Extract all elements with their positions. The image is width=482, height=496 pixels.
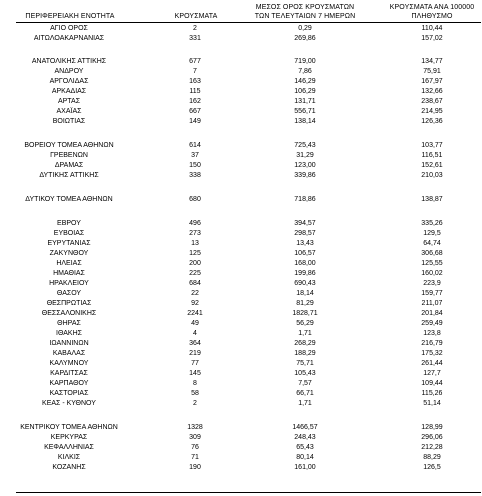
table-row — [0, 444, 482, 452]
cell-cases: 684 — [189, 280, 201, 287]
cell-region: ΕΥΒΟΙΑΣ — [53, 230, 85, 237]
cell-per-100k: 126,36 — [421, 118, 443, 125]
cell-cases: 145 — [189, 370, 201, 377]
cell-region: ΘΕΣΣΑΛΟΝΙΚΗΣ — [41, 310, 97, 317]
cell-region: ΔΡΑΜΑΣ — [54, 162, 84, 169]
cell-cases: 13 — [191, 240, 199, 247]
cell-region: ΗΡΑΚΛΕΙΟΥ — [49, 280, 89, 287]
cell-avg: 1466,57 — [292, 424, 318, 431]
header-region: ΠΕΡΙΦΕΡΕΙΑΚΗ ΕΝΟΤΗΤΑ — [25, 13, 115, 20]
cell-region: ΚΟΖΑΝΗΣ — [52, 464, 86, 471]
cell-cases: 190 — [189, 464, 201, 471]
cell-avg: 719,00 — [294, 58, 316, 65]
cell-region: ΒΟΙΩΤΙΑΣ — [52, 118, 86, 125]
cell-cases: 76 — [191, 444, 199, 451]
cell-per-100k: 212,28 — [421, 444, 443, 451]
cell-avg: 1,71 — [298, 400, 312, 407]
table-row — [0, 172, 482, 180]
cell-per-100k: 129,5 — [423, 230, 441, 237]
cell-region: ΒΟΡΕΙΟΥ ΤΟΜΕΑ ΑΘΗΝΩΝ — [24, 142, 114, 149]
table-row — [0, 78, 482, 86]
table-row — [0, 310, 482, 318]
table-row — [0, 230, 482, 238]
cell-avg: 65,43 — [296, 444, 314, 451]
cell-region: ΑΡΓΟΛΙΔΑΣ — [49, 78, 89, 85]
cell-cases: 225 — [189, 270, 201, 277]
cell-avg: 106,57 — [294, 250, 316, 257]
table-row — [0, 370, 482, 378]
cell-cases: 7 — [193, 68, 197, 75]
table-row — [0, 390, 482, 398]
cell-region: ΖΑΚΥΝΘΟΥ — [49, 250, 89, 257]
table-row — [0, 360, 482, 368]
cell-cases: 2 — [193, 25, 197, 32]
cell-per-100k: 175,32 — [421, 350, 443, 357]
table-row — [0, 280, 482, 288]
table-row — [0, 152, 482, 160]
cell-per-100k: 214,95 — [421, 108, 443, 115]
table-row — [0, 58, 482, 66]
cell-cases: 92 — [191, 300, 199, 307]
cell-per-100k: 125,55 — [421, 260, 443, 267]
cell-per-100k: 335,26 — [421, 220, 443, 227]
cell-per-100k: 159,77 — [421, 290, 443, 297]
cell-avg: 161,00 — [294, 464, 316, 471]
cell-avg: 1828,71 — [292, 310, 318, 317]
cell-cases: 163 — [189, 78, 201, 85]
cell-region: ΚΕΡΚΥΡΑΣ — [50, 434, 88, 441]
cell-cases: 115 — [189, 88, 201, 95]
cell-avg: 725,43 — [294, 142, 316, 149]
cell-cases: 49 — [191, 320, 199, 327]
cell-region: ΗΛΕΙΑΣ — [56, 260, 82, 267]
cell-cases: 2241 — [187, 310, 203, 317]
cell-per-100k: 201,84 — [421, 310, 443, 317]
table-row — [0, 400, 482, 408]
cell-avg: 80,14 — [296, 454, 314, 461]
table-row — [0, 340, 482, 348]
table-row — [0, 220, 482, 228]
cell-region: ΘΕΣΠΡΩΤΙΑΣ — [46, 300, 92, 307]
cell-avg: 31,29 — [296, 152, 314, 159]
cell-per-100k: 296,06 — [421, 434, 443, 441]
cell-avg: 56,29 — [296, 320, 314, 327]
cell-region: ΑΡΚΑΔΙΑΣ — [51, 88, 87, 95]
table-row — [0, 270, 482, 278]
cell-region: ΘΗΡΑΣ — [57, 320, 81, 327]
table-row — [0, 320, 482, 328]
cell-per-100k: 128,99 — [421, 424, 443, 431]
cell-region: ΚΕΦΑΛΛΗΝΙΑΣ — [44, 444, 94, 451]
cell-cases: 4 — [193, 330, 197, 337]
cell-per-100k: 110,44 — [421, 25, 443, 32]
cell-per-100k: 259,49 — [421, 320, 443, 327]
cell-per-100k: 167,97 — [421, 78, 443, 85]
cell-cases: 338 — [189, 172, 201, 179]
cell-per-100k: 238,67 — [421, 98, 443, 105]
cell-avg: 123,00 — [294, 162, 316, 169]
cell-avg: 18,14 — [296, 290, 314, 297]
cell-per-100k: 210,03 — [421, 172, 443, 179]
cell-per-100k: 157,02 — [421, 35, 443, 42]
cell-avg: 66,71 — [296, 390, 314, 397]
cell-per-100k: 211,07 — [421, 300, 443, 307]
table-row — [0, 424, 482, 432]
cell-cases: 309 — [189, 434, 201, 441]
cell-avg: 268,29 — [294, 340, 316, 347]
cell-avg: 298,57 — [294, 230, 316, 237]
cell-cases: 680 — [189, 196, 201, 203]
header-rule — [16, 22, 481, 23]
cell-cases: 8 — [193, 380, 197, 387]
table-row — [0, 88, 482, 96]
table-row — [0, 98, 482, 106]
cell-region: ΚΕΝΤΡΙΚΟΥ ΤΟΜΕΑ ΑΘΗΝΩΝ — [20, 424, 118, 431]
cell-region: ΑΝΔΡΟΥ — [54, 68, 84, 75]
cell-avg: 269,86 — [294, 35, 316, 42]
cell-cases: 22 — [191, 290, 199, 297]
cell-avg: 13,43 — [296, 240, 314, 247]
table-row — [0, 300, 482, 308]
table-row — [0, 25, 482, 33]
cell-avg: 146,29 — [294, 78, 316, 85]
header-per-line1: ΚΡΟΥΣΜΑΤΑ ΑΝΑ 100000 — [389, 4, 475, 11]
cell-region: ΔΥΤΙΚΟΥ ΤΟΜΕΑ ΑΘΗΝΩΝ — [25, 196, 113, 203]
table-row — [0, 118, 482, 126]
cell-avg: 718,86 — [294, 196, 316, 203]
header-per-line2: ΠΛΗΘΥΣΜΟ — [411, 13, 453, 20]
cell-avg: 131,71 — [294, 98, 316, 105]
table-row — [0, 35, 482, 43]
table-row — [0, 162, 482, 170]
cell-cases: 149 — [189, 118, 201, 125]
table-row — [0, 290, 482, 298]
cell-per-100k: 306,68 — [421, 250, 443, 257]
cell-region: ΑΙΤΩΛΟΑΚΑΡΝΑΝΙΑΣ — [33, 35, 105, 42]
cell-per-100k: 116,51 — [421, 152, 443, 159]
cell-cases: 219 — [189, 350, 201, 357]
table-row — [0, 250, 482, 258]
cell-region: ΔΥΤΙΚΗΣ ΑΤΤΙΚΗΣ — [39, 172, 99, 179]
cell-cases: 2 — [193, 400, 197, 407]
cell-region: ΚΕΑΣ - ΚΥΘΝΟΥ — [42, 400, 96, 407]
cell-avg: 138,14 — [294, 118, 316, 125]
cell-per-100k: 51,14 — [423, 400, 441, 407]
cell-avg: 106,29 — [294, 88, 316, 95]
cell-cases: 273 — [189, 230, 201, 237]
table-row — [0, 196, 482, 204]
cell-avg: 248,43 — [294, 434, 316, 441]
cell-region: ΕΒΡΟΥ — [57, 220, 81, 227]
cell-region: ΚΑΡΠΑΘΟΥ — [49, 380, 89, 387]
cell-avg: 188,29 — [294, 350, 316, 357]
table-row — [0, 454, 482, 462]
cell-avg: 1,71 — [298, 330, 312, 337]
cell-per-100k: 109,44 — [421, 380, 443, 387]
cell-per-100k: 123,8 — [423, 330, 441, 337]
cell-cases: 364 — [189, 340, 201, 347]
cell-region: ΙΘΑΚΗΣ — [56, 330, 82, 337]
cell-region: ΚΑΒΑΛΑΣ — [52, 350, 86, 357]
cell-region: ΑΓΙΟ ΟΡΟΣ — [50, 25, 88, 32]
cell-region: ΚΑΣΤΟΡΙΑΣ — [49, 390, 89, 397]
cell-region: ΗΜΑΘΙΑΣ — [53, 270, 85, 277]
cell-avg: 7,86 — [298, 68, 312, 75]
cell-cases: 37 — [191, 152, 199, 159]
table-row — [0, 108, 482, 116]
header-avg-line2: ΤΩΝ ΤΕΛΕΥΤΑΙΩΝ 7 ΗΜΕΡΩΝ — [254, 13, 356, 20]
cell-avg: 0,29 — [298, 25, 312, 32]
table-row — [0, 434, 482, 442]
footer-rule — [16, 492, 481, 493]
cell-per-100k: 64,74 — [423, 240, 441, 247]
cell-region: ΑΡΤΑΣ — [57, 98, 81, 105]
cell-per-100k: 134,77 — [421, 58, 443, 65]
cell-avg: 394,57 — [294, 220, 316, 227]
cell-avg: 556,71 — [294, 108, 316, 115]
header-avg-line1: ΜΕΣΟΣ ΟΡΟΣ ΚΡΟΥΣΜΑΤΩΝ — [255, 4, 355, 11]
cell-per-100k: 138,87 — [421, 196, 443, 203]
cell-region: ΕΥΡΥΤΑΝΙΑΣ — [47, 240, 91, 247]
cell-avg: 81,29 — [296, 300, 314, 307]
cell-per-100k: 88,29 — [423, 454, 441, 461]
table-row — [0, 330, 482, 338]
cell-cases: 331 — [189, 35, 201, 42]
cell-per-100k: 160,02 — [421, 270, 443, 277]
cell-per-100k: 127,7 — [423, 370, 441, 377]
cell-per-100k: 261,44 — [421, 360, 443, 367]
cell-region: ΚΑΡΔΙΤΣΑΣ — [50, 370, 88, 377]
cell-cases: 200 — [189, 260, 201, 267]
cell-region: ΘΑΣΟΥ — [56, 290, 82, 297]
cell-region: ΚΑΛΥΜΝΟΥ — [49, 360, 89, 367]
table-row — [0, 350, 482, 358]
cell-region: ΚΙΛΚΙΣ — [57, 454, 81, 461]
cell-per-100k: 103,77 — [421, 142, 443, 149]
cell-per-100k: 216,79 — [421, 340, 443, 347]
cell-cases: 150 — [189, 162, 201, 169]
table-row — [0, 464, 482, 472]
cell-region: ΑΧΑΪΑΣ — [56, 108, 82, 115]
cell-avg: 7,57 — [298, 380, 312, 387]
table-row — [0, 142, 482, 150]
cell-cases: 125 — [189, 250, 201, 257]
cell-avg: 199,86 — [294, 270, 316, 277]
cell-avg: 75,71 — [296, 360, 314, 367]
cell-cases: 162 — [189, 98, 201, 105]
cell-cases: 677 — [189, 58, 201, 65]
cell-per-100k: 126,5 — [423, 464, 441, 471]
cell-per-100k: 75,91 — [423, 68, 441, 75]
cell-cases: 496 — [189, 220, 201, 227]
table-row — [0, 380, 482, 388]
cell-per-100k: 132,66 — [421, 88, 443, 95]
cell-region: ΙΩΑΝΝΙΝΩΝ — [49, 340, 89, 347]
cell-cases: 1328 — [187, 424, 203, 431]
header-cases: ΚΡΟΥΣΜΑΤΑ — [174, 13, 218, 20]
table-row — [0, 240, 482, 248]
cell-avg: 105,43 — [294, 370, 316, 377]
table-row — [0, 260, 482, 268]
cell-region: ΓΡΕΒΕΝΩΝ — [50, 152, 88, 159]
cell-region: ΑΝΑΤΟΛΙΚΗΣ ΑΤΤΙΚΗΣ — [31, 58, 107, 65]
cell-cases: 77 — [191, 360, 199, 367]
cell-cases: 614 — [189, 142, 201, 149]
cell-avg: 168,00 — [294, 260, 316, 267]
cell-per-100k: 115,26 — [421, 390, 443, 397]
cell-cases: 58 — [191, 390, 199, 397]
table-row — [0, 68, 482, 76]
cell-per-100k: 152,61 — [421, 162, 443, 169]
cell-cases: 667 — [189, 108, 201, 115]
cell-cases: 71 — [191, 454, 199, 461]
cell-per-100k: 223,9 — [423, 280, 441, 287]
cell-avg: 690,43 — [294, 280, 316, 287]
cell-avg: 339,86 — [294, 172, 316, 179]
